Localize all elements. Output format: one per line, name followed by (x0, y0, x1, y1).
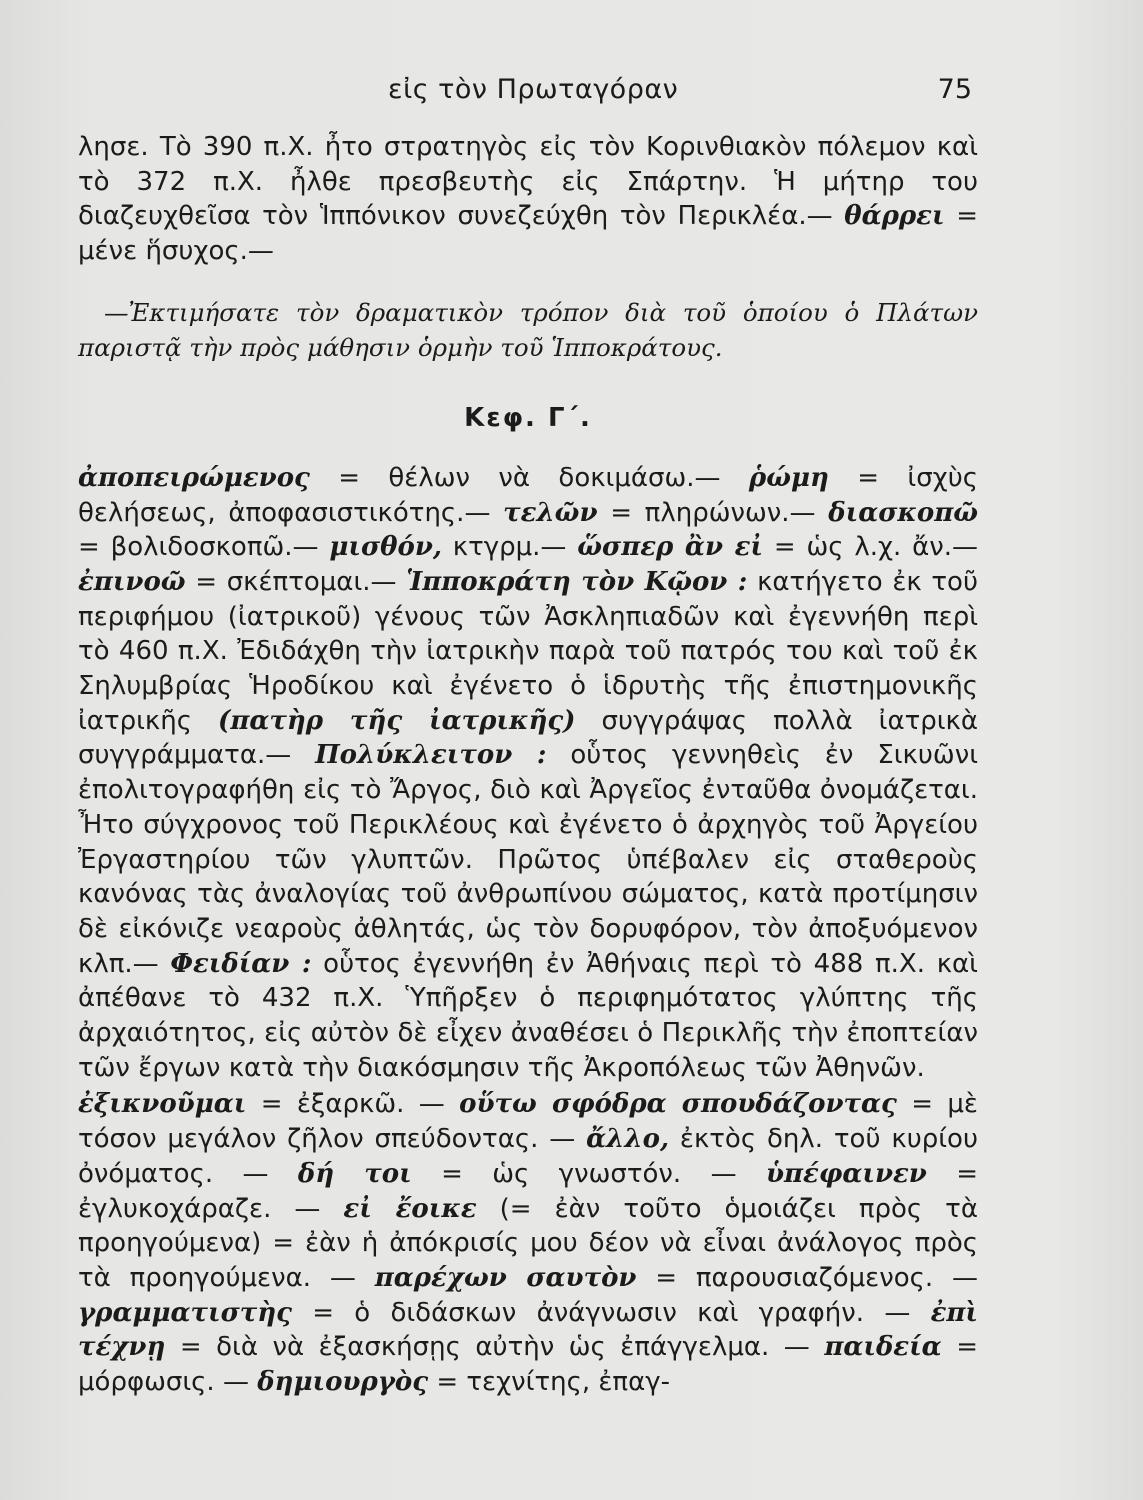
gloss-text: = διὰ νὰ ἐξασκήσῃς αὐτὴν ὡς ἐπάγγελμα. — (165, 1332, 825, 1363)
gloss-text: (= ἐὰν τοῦτο ὁμοιάζει πρὸς τὰ προηγούμενα) = ἐὰν ἡ ἀπόκρισίς μου δέον νὰ εἶναι ἀνάλογος πρὸς τὰ προηγούμενα. — (78, 1193, 978, 1293)
gloss-text: = σκέπτομαι.— (185, 566, 407, 597)
glossary-term: δημιουργὸς (257, 1367, 429, 1398)
glossary-term: εἰ ἔοικε (343, 1193, 477, 1224)
glossary-term: ἐξικνοῦμαι (78, 1089, 247, 1120)
glossary-term: ἐπὶ τέχνῃ (78, 1297, 978, 1363)
glossary-term: οὕτω σφόδρα σπουδάζοντας (459, 1089, 897, 1120)
chapter-heading: Κεφ. Γ΄. (464, 402, 592, 433)
gloss-text: = πληρώνων.— (597, 497, 829, 528)
gloss-text: λησε. Τὸ 390 π.Χ. ἦτο στρατηγὸς εἰς τὸν Κορινθιακὸν πόλεμον καὶ τὸ 372 π.Χ. ἦλθε πρεσβευτὴς εἰς Σπάρτην. Ἡ μήτηρ του διαζευχθεῖσα τὸν Ἱππόνικον συνεζεύχθη τὸν Περικλέα.— (78, 132, 978, 232)
gloss-text: = ἐγλυκοχάραζε. — (78, 1158, 978, 1224)
glossary-term: ἄλλο, (586, 1124, 670, 1155)
glossary-term: θάρρει (844, 201, 945, 232)
gloss-text: οὗτος ἐγεννήθη ἐν Ἀθήναις περὶ τὸ 488 π.Χ. καὶ ἀπέθανε τὸ 432 π.Χ. Ὑπῆρξεν ὁ περιφημότατος γλύπτης τῆς ἀρχαιότητος, εἰς αὐτὸν δὲ εἶχεν ἀναθέσει ὁ Περικλῆς τὴν ἐποπτείαν τῶν ἔργων κατὰ τὴν διακόσμησιν τῆς Ἀκροπόλεως τῶν Ἀθηνῶν. (78, 948, 978, 1083)
page-number: 75 (937, 74, 972, 105)
running-title: εἰς τὸν Πρωταγόραν (388, 74, 679, 105)
gloss-text: = ἐξαρκῶ. — (246, 1089, 460, 1120)
glossary-term: ἀποπειρώμενος (78, 462, 310, 493)
glossary-term: ὑπέφαινεν (765, 1158, 927, 1189)
intro-paragraph (78, 130, 978, 269)
gloss-text: οὗτος γεννηθεὶς ἐν Σικυῶνι ἐπολιτογραφήθη εἰς τὸ Ἄργος, διὸ καὶ Ἀργεῖος ἐνταῦθα ὀνομάζεται. Ἦτο σύγχρονος τοῦ Περικλέους καὶ ἐγένετο ὁ ἀρχηγὸς τοῦ Ἀργείου Ἐργαστηρίου τῶν γλυπτῶν. Πρῶτος ὑπέβαλεν εἰς σταθεροὺς κανόνας τὰς ἀναλογίας τοῦ ἀνθρωπίνου σώματος, κατὰ προτίμησιν δὲ εἰκόνιζε νεαροὺς ἀθλητάς, ὡς τὸν δορυφόρον, τὸν ἀποξυόμενον κλπ.— (78, 740, 979, 979)
glossary-term: (πατὴρ τῆς ἰατρικῆς) (218, 705, 576, 736)
glossary-paragraph-2 (78, 1087, 978, 1399)
glossary-term: μισθόν, (329, 532, 442, 563)
gloss-text: = μὲ τόσον μεγάλον ζῆλον σπεύδοντας. — (78, 1089, 978, 1155)
text-block (78, 68, 978, 1400)
gloss-text: = μόρφωσις. — (78, 1332, 978, 1398)
glossary-term: ῥώμη (748, 462, 829, 493)
glossary-term: παρέχων σαυτὸν (374, 1262, 637, 1293)
glossary-term: γραμματιστὴς (78, 1297, 293, 1328)
glossary-term: Ἱπποκράτη τὸν Κῷον : (406, 566, 748, 597)
gloss-text: = ὡς λ.χ. ἄν.— (763, 532, 979, 563)
gloss-text: ἐκτὸς δηλ. τοῦ κυρίου ὀνόματος. — (78, 1124, 978, 1189)
gloss-text: = ἰσχὺς θελήσεως, ἀποφασιστικότης.— (78, 462, 979, 528)
glossary-term: Πολύκλειτον : (315, 740, 547, 771)
glossary-term: ἐπινοῶ (78, 566, 186, 597)
gloss-text: = μένε ἥσυχος.— (78, 201, 978, 267)
glossary-term: ὥσπερ ἂν εἰ (577, 532, 763, 563)
glossary-term: παιδεία (824, 1332, 942, 1363)
gloss-text: = παρουσιαζόμενος. — (636, 1262, 978, 1293)
glossary-term: τελῶν (503, 497, 598, 528)
gloss-text: = βολιδοσκοπῶ.— (78, 532, 330, 563)
gloss-text: = θέλων νὰ δοκιμάσω.— (309, 462, 749, 493)
glossary-term: δή τοι (297, 1158, 412, 1189)
gloss-text: συγγράψας πολλὰ ἰατρικὰ συγγράμματα.— (78, 705, 979, 771)
glossary-term: Φειδίαν : (170, 948, 312, 979)
gloss-text: = ὁ διδάσκων ἀνάγνωσιν καὶ γραφήν. — (292, 1297, 931, 1328)
study-question: —Ἐκτιμήσατε τὸν δραματικὸν τρόπον διὰ τοῦ ὁποίου ὁ Πλάτων παριστᾷ τὴν πρὸς μάθησιν ὁρμὴν τοῦ Ἱπποκράτους. (78, 297, 978, 362)
running-head (78, 68, 978, 124)
gloss-text: = τεχνίτης, ἐπαγ- (428, 1367, 670, 1398)
glossary-paragraph (78, 461, 978, 1086)
gloss-text: κτγρμ.— (441, 532, 578, 563)
gloss-text: κατήγετο ἐκ τοῦ περιφήμου (ἰατρικοῦ) γένους τῶν Ἀσκληπιαδῶν καὶ ἐγεννήθη περὶ τὸ 460 π.Χ. Ἐδιδάχθη τὴν ἰατρικὴν παρὰ τοῦ πατρός του καὶ τοῦ ἐκ Σηλυμβρίας Ἡροδίκου καὶ ἐγένετο ὁ ἱδρυτὴς τῆς ἐπιστημονικῆς ἰατρικῆς (78, 566, 978, 736)
gloss-text: = ὡς γνωστόν. — (411, 1158, 766, 1189)
glossary-term: διασκοπῶ (828, 497, 978, 528)
